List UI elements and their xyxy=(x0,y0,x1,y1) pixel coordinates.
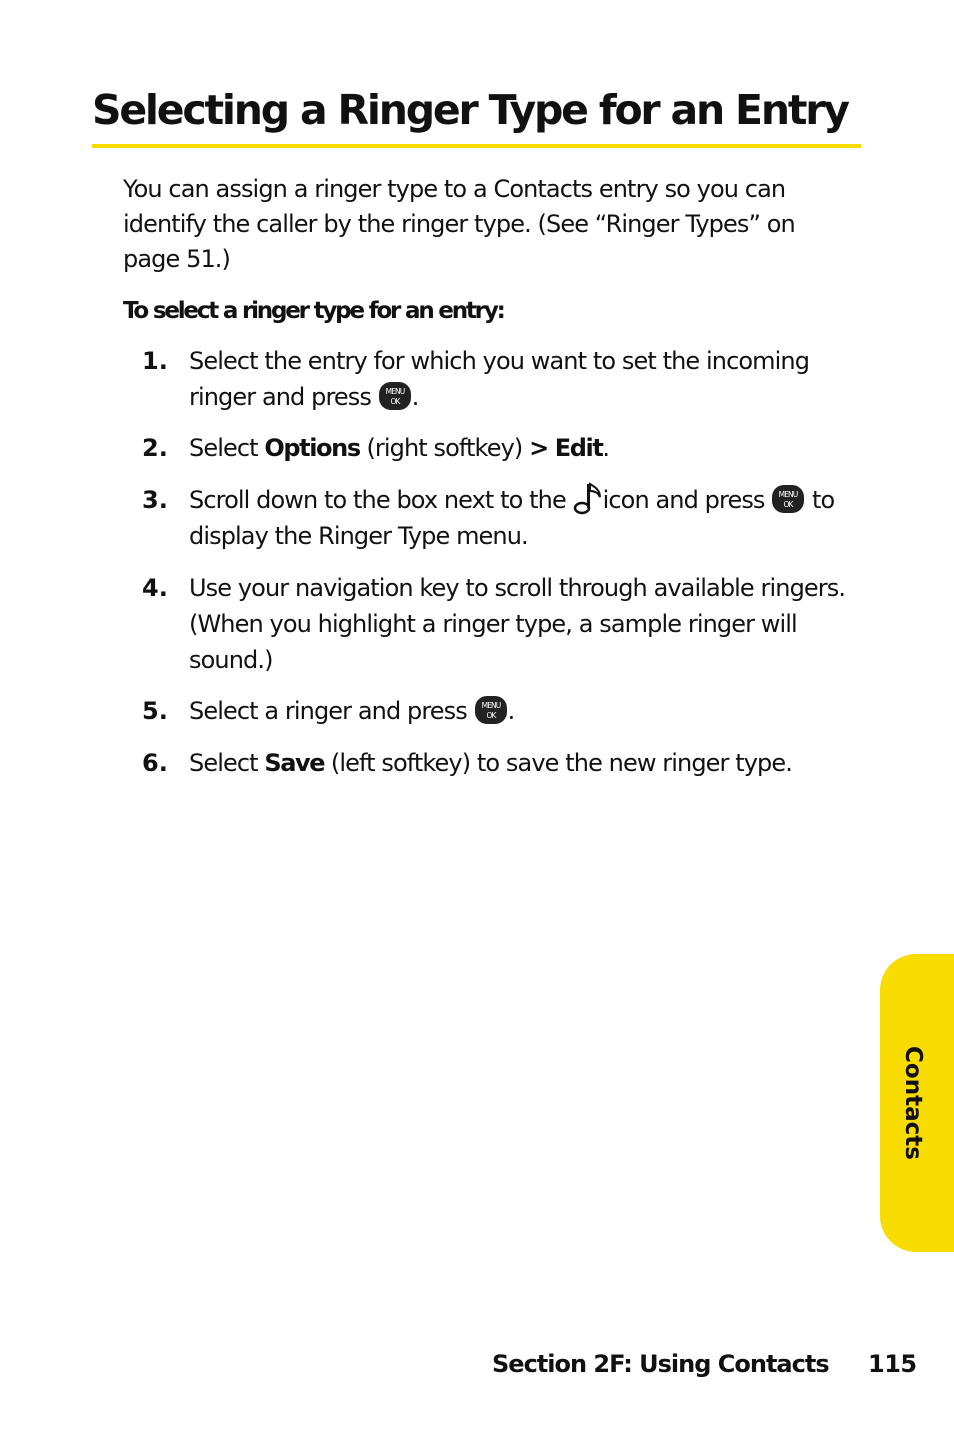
section-thumb-tab-label: Contacts xyxy=(900,1046,926,1160)
options-softkey-label: Options xyxy=(264,434,360,462)
step-number: 3. xyxy=(142,486,168,514)
menu-ok-key-icon xyxy=(474,695,508,725)
procedure-heading: To select a ringer type for an entry: xyxy=(123,298,504,324)
svg-text:MENU: MENU xyxy=(385,387,405,396)
edit-menu-label: > Edit xyxy=(529,434,603,462)
step-2 xyxy=(142,430,872,466)
svg-text:OK: OK xyxy=(390,397,400,406)
step-number: 4. xyxy=(142,574,168,602)
step-4 xyxy=(142,570,872,678)
music-note-icon xyxy=(573,481,603,515)
step-5 xyxy=(142,693,872,729)
step-number: 5. xyxy=(142,697,168,725)
step-text: Select the entry for which you want to set the incoming ringer and press MENU OK . xyxy=(189,347,810,411)
svg-text:MENU: MENU xyxy=(481,701,500,710)
step-number: 1. xyxy=(142,347,168,375)
svg-text:OK: OK xyxy=(783,500,793,509)
step-text: Scroll down to the box next to the icon and press MENU OK to display the Ringer Type menu. xyxy=(189,482,872,554)
svg-text:OK: OK xyxy=(486,711,496,720)
step-text: Use your navigation key to scroll through available ringers. (When you highlight a ringer type, a sample ringer will sound.) xyxy=(189,574,846,674)
step-text: Select Options (right softkey) > Edit. xyxy=(189,434,610,462)
step-3 xyxy=(142,482,872,554)
step-text: Select a ringer and press MENU OK . xyxy=(189,697,515,725)
page-title: Selecting a Ringer Type for an Entry xyxy=(92,86,848,134)
step-text: Select Save (left softkey) to save the new ringer type. xyxy=(189,749,792,777)
footer-page-number: 115 xyxy=(868,1350,917,1378)
svg-text:MENU: MENU xyxy=(778,490,798,499)
step-number: 2. xyxy=(142,434,168,462)
step-6 xyxy=(142,745,872,781)
title-underline xyxy=(92,144,861,148)
step-number: 6. xyxy=(142,749,168,777)
footer-section-title: Section 2F: Using Contacts xyxy=(492,1350,829,1378)
intro-paragraph: You can assign a ringer type to a Contacts entry so you can identify the caller by the ringer type. (See “Ringer Types” on page 51.) xyxy=(123,175,795,273)
save-softkey-label: Save xyxy=(264,749,325,777)
menu-ok-key-icon xyxy=(771,484,805,514)
menu-ok-key-icon xyxy=(378,381,412,411)
step-1 xyxy=(142,343,872,415)
